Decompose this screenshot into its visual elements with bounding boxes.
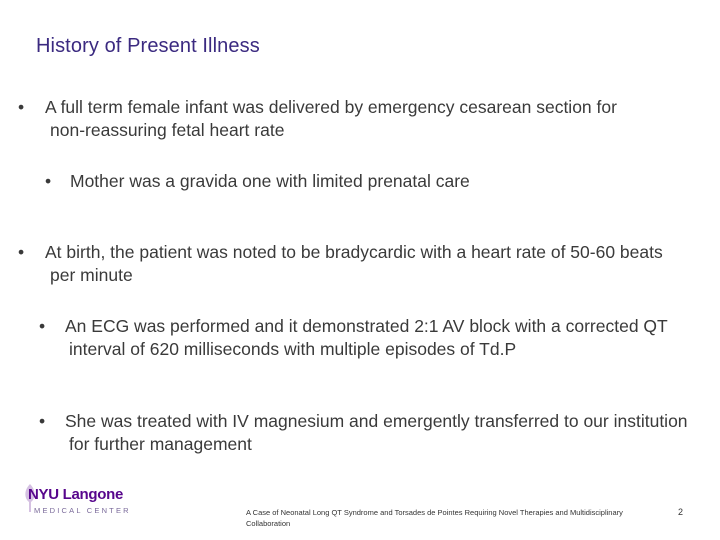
footer-citation: A Case of Neonatal Long QT Syndrome and Torsades de Pointes Requiring Novel Therapies and Multidisciplinary Collaboration [246,508,623,528]
logo-text: NYU Langone [28,486,124,503]
bullet-text: She was treated with IV magnesium and emergently transferred to our institution for further management [65,411,688,454]
bullet-marker: • [18,242,25,262]
bullet-treatment [39,410,689,456]
bullet-text: At birth, the patient was noted to be bradycardic with a heart rate of 50-60 beats per minute [45,242,663,285]
bullet-marker: • [39,411,46,431]
bullet-text: A full term female infant was delivered by emergency cesarean section for non-reassuring fetal heart rate [45,97,617,140]
slide-title: History of Present Illness [36,35,260,57]
bullet-marker: • [45,171,52,191]
nyu-langone-logo [28,486,158,526]
bullet-delivery [18,96,650,142]
bullet-mother [45,170,663,193]
page-number: 2 [678,507,684,517]
bullet-marker: • [18,97,25,117]
bullet-ecg [39,315,689,361]
bullet-marker: • [39,316,46,336]
bullet-text: An ECG was performed and it demonstrated 2:1 AV block with a corrected QT interval of 620 milliseconds with multiple episodes of Td.P [65,316,668,359]
bullet-text: Mother was a gravida one with limited prenatal care [70,171,470,191]
logo-subtext: MEDICAL CENTER [34,506,131,515]
bullet-birth [18,241,690,287]
